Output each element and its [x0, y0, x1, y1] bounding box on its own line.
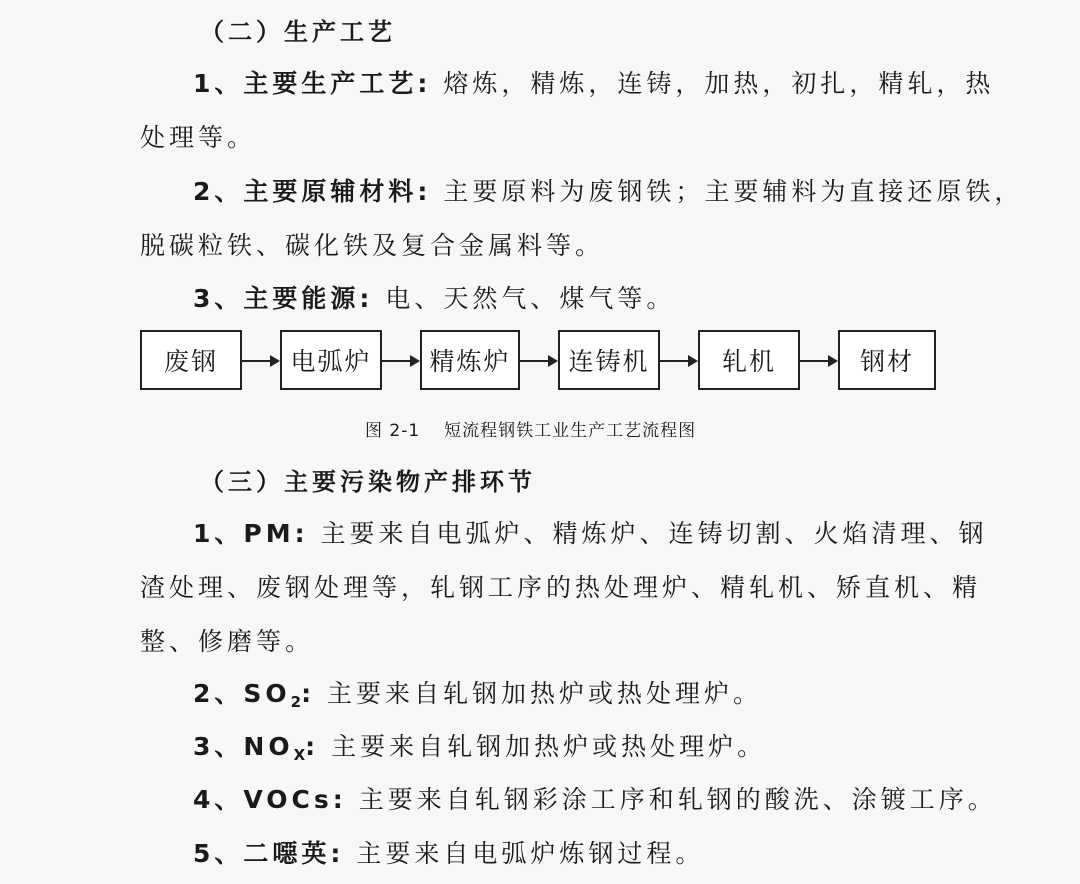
flow-node-caster: 连铸机 [558, 330, 660, 390]
item-vocs [193, 784, 997, 816]
flow-node-refining-furnace: 精炼炉 [420, 330, 520, 390]
item-label: 2、主要原辅材料: [193, 177, 432, 206]
item-pm [193, 518, 988, 550]
item-text: 主要来自电弧炉、精炼炉、连铸切割、火焰清理、钢 [320, 519, 988, 548]
flow-arrow [660, 360, 696, 362]
flow-node-scrap-steel: 废钢 [140, 330, 242, 390]
item-label: 1、主要生产工艺: [193, 69, 432, 98]
item-text: 电、天然气、煤气等。 [385, 284, 676, 313]
section-3-heading: （三）主要污染物产排环节 [200, 468, 536, 496]
item-text: 熔炼，精炼，连铸，加热，初扎，精轧，热 [443, 69, 995, 98]
figure-title: 短流程钢铁工业生产工艺流程图 [444, 421, 697, 441]
flow-arrow [242, 360, 278, 362]
flow-arrow [520, 360, 556, 362]
item-label: 4、VOCs: [193, 785, 347, 814]
item-label: 2、$SO_2$: [193, 679, 316, 711]
section-2-heading: （二）生产工艺 [200, 18, 396, 46]
item-text: 主要来自电弧炉炼钢过程。 [356, 839, 705, 868]
item-text: 主要来自轧钢加热炉或热处理炉。 [327, 679, 763, 708]
item-text-continued: 渣处理、废钢处理等，轧钢工序的热处理炉、精轧机、矫直机、精 [140, 573, 982, 602]
figure-caption [365, 416, 696, 441]
item-production-process [193, 68, 995, 100]
item-text-continued: 整、修磨等。 [140, 627, 315, 656]
item-label: 1、PM: [193, 519, 309, 548]
flow-node-steel-product: 钢材 [838, 330, 936, 390]
item-nox [193, 731, 960, 771]
process-flowchart [140, 330, 940, 396]
item-so2 [193, 678, 960, 718]
item-text-continued: 处理等。 [140, 123, 257, 152]
item-label: 5、二噁英: [193, 839, 345, 868]
figure-number: 图 2-1 [365, 421, 421, 441]
flow-node-rolling-mill: 轧机 [698, 330, 800, 390]
item-text: 主要来自轧钢彩涂工序和轧钢的酸洗、涂镀工序。 [358, 785, 997, 814]
item-energy [193, 283, 960, 315]
item-text-continued: 脱碳粒铁、碳化铁及复合金属料等。 [140, 231, 605, 260]
flow-arrow [800, 360, 836, 362]
item-raw-materials [193, 176, 1024, 208]
flow-node-arc-furnace: 电弧炉 [280, 330, 382, 390]
item-text: 主要原料为废钢铁；主要辅料为直接还原铁， [443, 177, 1024, 206]
flow-arrow [382, 360, 418, 362]
item-label: 3、$NO_X$: [193, 732, 320, 764]
item-label: 3、主要能源: [193, 284, 374, 313]
item-text: 主要来自轧钢加热炉或热处理炉。 [331, 732, 767, 761]
item-dioxin [193, 838, 960, 870]
